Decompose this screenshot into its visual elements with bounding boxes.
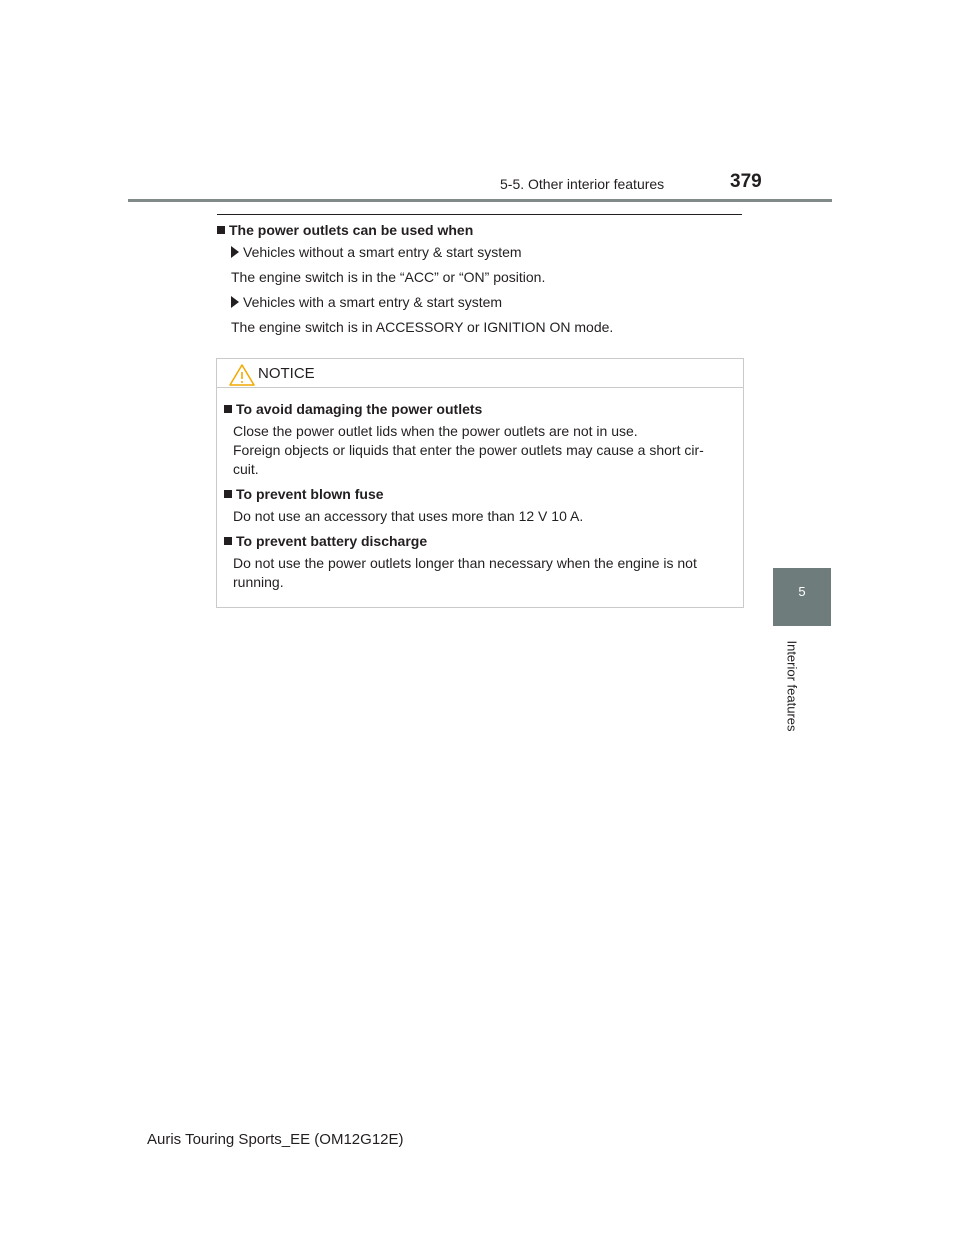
- condition-item-2: [231, 294, 502, 310]
- chapter-title: Interior features: [784, 640, 800, 732]
- notice-line: Close the power outlet lids when the power outlets are not in use.: [233, 423, 638, 439]
- condition-item-1: [231, 244, 522, 260]
- notice-heading-3: [224, 533, 427, 549]
- triangle-bullet-icon: [231, 296, 239, 308]
- footer-manual-title: Auris Touring Sports_EE (OM12G12E): [147, 1131, 404, 1148]
- warning-triangle-icon: [229, 364, 255, 386]
- notice-line: Do not use an accessory that uses more than 12 V 10 A.: [233, 508, 584, 524]
- notice-line: Foreign objects or liquids that enter the power outlets may cause a short cir-: [233, 442, 704, 458]
- notice-heading-3-text: To prevent battery discharge: [236, 533, 428, 549]
- condition-item-1-label: Vehicles without a smart entry & start system: [243, 244, 522, 260]
- triangle-bullet-icon: [231, 246, 239, 258]
- notice-line: Do not use the power outlets longer than necessary when the engine is not: [233, 555, 697, 571]
- notice-heading-1-text: To avoid damaging the power outlets: [236, 401, 483, 417]
- notice-box: [216, 358, 744, 608]
- section-heading-text: The power outlets can be used when: [229, 222, 474, 238]
- page-number: 379: [730, 171, 762, 192]
- square-bullet-icon: [224, 537, 232, 545]
- notice-header-divider: [217, 387, 743, 388]
- chapter-number: 5: [798, 584, 806, 599]
- header-divider: [128, 199, 832, 202]
- notice-line: cuit.: [233, 461, 259, 477]
- section-heading: [217, 222, 473, 238]
- condition-item-1-text: The engine switch is in the “ACC” or “ON” position.: [231, 269, 546, 285]
- notice-title: NOTICE: [258, 365, 315, 382]
- square-bullet-icon: [217, 226, 225, 234]
- square-bullet-icon: [224, 405, 232, 413]
- condition-item-2-label: Vehicles with a smart entry & start system: [243, 294, 503, 310]
- section-divider: [217, 214, 742, 215]
- header-section-title: 5-5. Other interior features: [500, 176, 665, 192]
- notice-heading-2-text: To prevent blown fuse: [236, 486, 384, 502]
- square-bullet-icon: [224, 490, 232, 498]
- notice-heading-2: [224, 486, 384, 502]
- chapter-tab: [773, 568, 831, 626]
- notice-line: running.: [233, 574, 284, 590]
- chapter-title-vertical: [783, 636, 801, 736]
- notice-heading-1: [224, 401, 482, 417]
- condition-item-2-text: The engine switch is in ACCESSORY or IGNITION ON mode.: [231, 319, 614, 335]
